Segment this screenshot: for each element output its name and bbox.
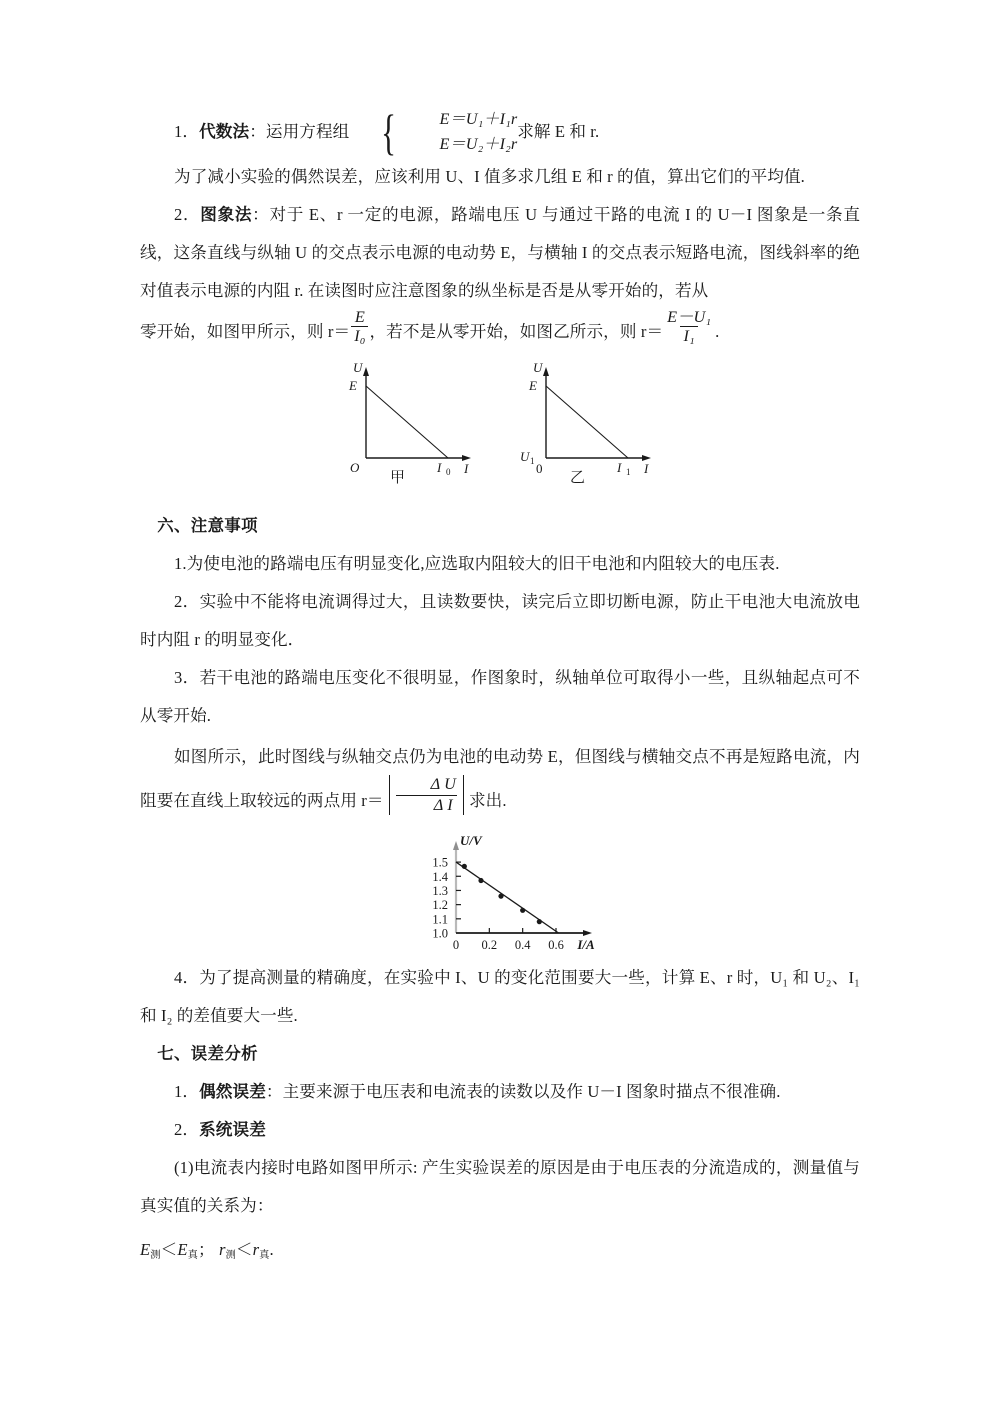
relation-lt-1: ＜ [160,1240,178,1259]
fraction-E-over-I0 [351,308,368,345]
equation-line-2: E＝U₂＋I₂r [439,135,518,153]
item-1-number: 1． [174,121,200,141]
relation-E-measured: E [140,1240,151,1259]
chart-data-point [478,878,483,883]
paragraph-note-1: 1.为使电池的路端电压有明显变化,应选取内阻较大的旧干电池和内阻较大的电压表. [174,554,780,573]
figure-yi [516,360,656,486]
item-1-lead: 运用方程组 [265,121,350,141]
fraction-denominator: I₁ [680,326,697,345]
figure-jia-y-label: U [353,360,363,375]
relation-semicolon: ； [197,1240,215,1259]
fraction-E-minus-U1-over-I1 [664,308,714,345]
chart-data-point [520,908,525,913]
chart-x-tick-label: 0.6 [548,938,564,952]
paragraph-error-2-detail: (1)电流表内接时电路如图甲所示: 产生实验误差的原因是由于电压表的分流造成的，测量值与真实值的关系为： [140,1158,860,1215]
chart-x-tick-label: 0.2 [481,938,498,952]
figure-yi-U1-label: U [520,449,530,464]
abs-bar-left [389,775,390,815]
figure-yi-x-label: I [644,461,649,476]
figure-yi-I1-label: I [617,460,622,475]
paragraph-note-3-figure [140,735,860,823]
figure-jia-origin-label: O [350,460,360,475]
item-2-number: 2． [174,205,201,224]
figure-jia [336,360,476,486]
paragraph-error-2 [140,1111,860,1149]
figure-jia-x-label: I [464,461,469,476]
item-2-body-part2a: 零开始，如图甲所示，则 r＝ [140,322,351,341]
heading-section-7: 七、误差分析 [157,1045,258,1063]
chart-block-ui [140,833,860,953]
figure-jia-E-label: E [349,378,357,393]
chart-ui-wrapper [408,833,598,958]
relation-r-measured-sub: 测 [225,1250,236,1262]
chart-data-point [462,864,467,869]
chart-y-axis-label: U/V [460,833,482,848]
abs-fraction-denominator: Δ I [396,795,457,816]
figure-jia-I0-label: I [437,460,442,475]
relation-lt-2: ＜ [235,1240,253,1259]
figure-yi-I1-subscript: 1 [626,467,631,477]
chart-y-tick-label: 1.0 [432,926,448,941]
item-2-bold-label: 图象法 [200,205,253,224]
relation-r-true: r [252,1240,260,1259]
relation-E-true-sub: 真 [187,1250,198,1262]
paragraph-item-2-formulas [140,307,860,354]
paragraph-note-3: 3．若干电池的路端电压变化不很明显，作图象时，纵轴单位可取得小一些，且纵轴起点可不从零开始. [140,668,860,725]
figure-jia-caption: 甲 [390,470,406,486]
note-3-figure-text-b: 求出. [468,791,507,810]
item-2-body-part2c: . [715,322,720,341]
fraction-numerator: E－U₁ [667,307,712,326]
error-1-colon: ： [265,1082,283,1101]
paragraph-item-2 [140,196,860,310]
paragraph-reduce-error: 为了减小实验的偶然误差，应该利用 U、I 值多求几组 E 和 r 的值，算出它们的平均值. [174,167,805,186]
item-1-tail: 求解 E 和 r. [517,121,600,141]
abs-fraction-inner [393,775,460,815]
equation-line-1: E＝U₁＋I₁r [439,110,518,128]
chart-data-point [498,894,503,899]
abs-fraction-numerator: Δ U [430,775,456,794]
paragraph-note-4: 4．为了提高测量的精确度，在实验中 I、U 的变化范围要大一些，计算 E、r 时，U₁ 和 U₂、I₁ 和 I₂ 的差值要大一些. [140,968,860,1025]
ui-chart-svg [408,833,598,953]
error-1-body: 主要来源于电压表和电流表的读数以及作 U－I 图象时描点不很准确. [282,1082,781,1101]
figure-yi-y-label: U [533,360,543,375]
chart-y-tick-label: 1.4 [432,869,448,884]
page-content [140,104,861,1275]
abs-fraction-deltaU-over-deltaI [386,775,467,815]
abs-bar-right [463,775,464,815]
relation-r-true-sub: 真 [259,1250,270,1262]
chart-y-tick-label: 1.1 [432,912,448,927]
item-2-body-part1: 对于 E、r 一定的电源，路端电压 U 与通过干路的电流 I 的 U－I 图象是一条直线，这条直线与纵轴 U 的交点表示电源的电动势 E，与横轴 I 的交点表示短路电流，图线斜率的绝对值表示电源的内阻 r. 在读图时应注意图象的纵坐标是否是从零开始的，若从 [140,205,861,300]
chart-y-tick-label: 1.3 [432,883,448,898]
figure-yi-E-label: E [529,378,537,393]
note-3-figure-text-a: 如图所示，此时图线与纵轴交点仍为电池的电动势 E，但图线与横轴交点不再是短路电流，内阻要在直线上取较远的两点用 r＝ [140,747,860,810]
chart-x-tick-label: 0.4 [514,938,531,952]
figure-yi-U1-subscript: 1 [530,456,535,466]
figure-yi-origin-label: 0 [536,461,543,476]
equation-system [349,104,518,160]
figure-jia-svg [336,360,476,477]
paragraph-note-2: 2．实验中不能将电流调得过大，且读数要快，读完后立即切断电源，防止干电池大电流放电时内阻 r 的明显变化． [140,592,860,649]
left-brace-icon: { [381,104,397,160]
chart-data-point [537,919,542,924]
item-2-colon: ： [252,205,270,224]
paragraph-error-1 [140,1073,860,1111]
paragraph-item-1 [140,104,860,160]
item-1-bold-label: 代数法 [199,121,250,141]
heading-section-6: 六、注意事项 [157,517,258,535]
fraction-denominator: I₀ [351,326,368,345]
error-2-bold-label: 系统误差 [199,1120,266,1139]
chart-y-tick-label: 1.2 [432,898,448,913]
paragraph-error-2-relation [140,1231,860,1275]
error-2-number: 2． [174,1120,200,1139]
chart-x-tick-label: 0 [452,938,460,952]
relation-E-true: E [177,1240,188,1259]
figure-row-jia-yi [140,360,860,485]
relation-E-measured-sub: 测 [150,1250,161,1262]
chart-fit-line [456,862,559,933]
figure-jia-I0-subscript: 0 [446,467,451,477]
figure-yi-svg [516,360,656,477]
relation-period: . [269,1240,274,1259]
relation-r-measured: r [218,1240,226,1259]
fraction-numerator: E [354,307,365,326]
equation-rows [406,107,518,157]
chart-y-tick-label: 1.5 [432,855,448,870]
chart-x-axis-label: I/A [577,937,595,952]
figure-yi-caption: 乙 [570,470,586,486]
error-1-bold-label: 偶然误差 [199,1082,266,1101]
item-2-body-part2b: ，若不是从零开始，如图乙所示，则 r＝ [369,322,664,341]
error-1-number: 1． [174,1082,200,1101]
item-1-colon: ： [249,121,266,141]
